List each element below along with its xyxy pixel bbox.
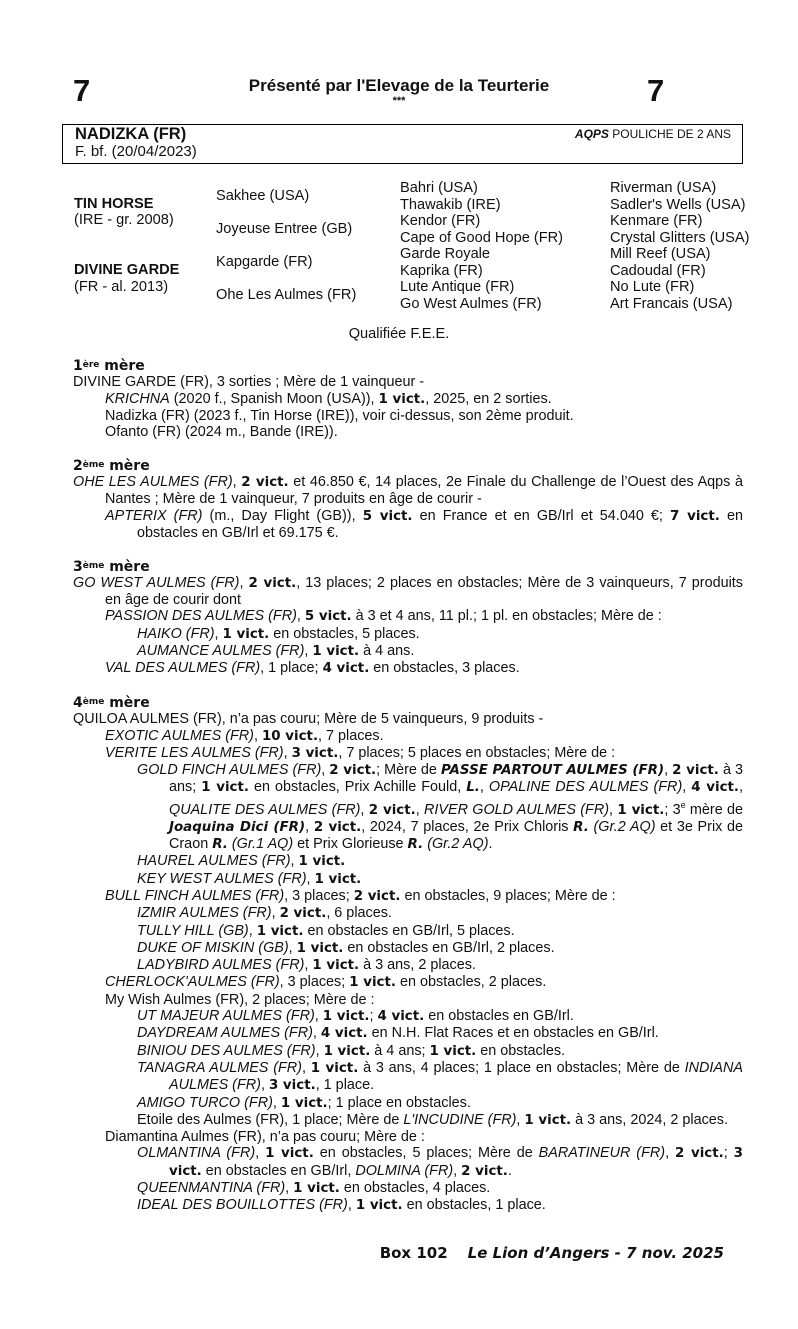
ancestor-gen4: Sadler's Wells (USA) (610, 196, 746, 213)
progeny-line: LADYBIRD AULMES (FR), 1 vict. à 3 ans, 2 places. (137, 957, 476, 974)
progeny-line: EXOTIC AULMES (FR), 10 vict., 7 places. (105, 727, 384, 744)
section-heading-fourth-dam: 4ème mère (73, 694, 150, 711)
title-stars: *** (392, 95, 406, 107)
lot-number-right: 7 (647, 73, 665, 108)
maternal-family-text (73, 357, 743, 1215)
progeny-line: IZMIR AULMES (FR), 2 vict., 6 places. (137, 905, 392, 922)
progeny-line: HAUREL AULMES (FR), 1 vict. (137, 853, 346, 870)
ancestor-gen4: Riverman (USA) (610, 180, 717, 196)
ancestor-gen3: Garde Royale (400, 246, 491, 262)
progeny-line: KRICHNA (2020 f., Spanish Moon (USA)), 1 vict., 2025, en 2 sorties. (105, 390, 552, 407)
progeny-line: QUEENMANTINA (FR), 1 vict. en obstacles, 4 places. (137, 1180, 491, 1197)
ancestor-gen4: Mill Reef (USA) (610, 246, 711, 262)
progeny-line: CHERLOCK'AULMES (FR), 3 places; 1 vict. en obstacles, 2 places. (105, 974, 547, 991)
ancestor-gen4: No Lute (FR) (610, 279, 695, 295)
dam-line: OHE LES AULMES (FR), 2 vict. et 46.850 €, 14 places, 2e Finale du Challenge de l’Ouest des Aqps à Nantes ; Mère de 1 vainqueur, 7 produits en âge de courir - (73, 474, 744, 508)
ancestor-gen3: Go West Aulmes (FR) (400, 295, 542, 312)
presenter-title: Présenté par l'Elevage de la Teurterie (248, 76, 550, 95)
ancestor-gen3: Thawakib (IRE) (400, 196, 501, 213)
horse-type-label: POULICHE DE 2 ANS (612, 127, 731, 141)
progeny-line: VAL DES AULMES (FR), 1 place; 4 vict. en obstacles, 3 places. (105, 660, 520, 677)
progeny-line: DAYDREAM AULMES (FR), 4 vict. en N.H. Flat Races et en obstacles en GB/Irl. (137, 1025, 659, 1042)
ancestor-gen4: Art Francais (USA) (610, 295, 733, 312)
dam-line: GO WEST AULMES (FR), 2 vict., 13 places; 2 places en obstacles; Mère de 3 vainqueurs, 7 produits en âge de courir dont (73, 574, 743, 609)
grandparent: Joyeuse Entree (GB) (216, 221, 353, 237)
dam-info: (FR - al. 2013) (74, 279, 169, 295)
progeny-line: AMIGO TURCO (FR), 1 vict.; 1 place en obstacles. (137, 1094, 471, 1111)
horse-description: F. bf. (20/04/2023) (75, 143, 197, 160)
progeny-line: APTERIX (FR) (m., Day Flight (GB)), 5 vict. en France et en GB/Irl et 54.040 €; 7 vict. en obstacles en GB/Irl et 69.175 €. (105, 507, 743, 541)
sire-name: TIN HORSE (74, 196, 154, 212)
progeny-line: UT MAJEUR AULMES (FR), 1 vict.; 4 vict. en obstacles en GB/Irl. (137, 1008, 574, 1025)
horse-type (575, 127, 731, 141)
progeny-line: VERITE LES AULMES (FR), 3 vict., 7 places; 5 places en obstacles; Mère de : (105, 744, 616, 761)
progeny-line: IDEAL DES BOUILLOTTES (FR), 1 vict. en obstacles, 1 place. (137, 1197, 546, 1214)
sire-info: (IRE - gr. 2008) (74, 212, 174, 228)
ancestor-gen3: Bahri (USA) (400, 180, 478, 196)
progeny-line: BINIOU DES AULMES (FR), 1 vict. à 4 ans; 1 vict. en obstacles. (137, 1042, 566, 1059)
progeny-line: DUKE OF MISKIN (GB), 1 vict. en obstacles en GB/Irl, 2 places. (137, 939, 555, 956)
progeny-line: Ofanto (FR) (2024 m., Bande (IRE)). (105, 424, 338, 441)
section-heading-second-dam: 2ème mère (73, 457, 150, 474)
box-number: Box 102 (379, 1244, 448, 1262)
section-heading-third-dam: 3ème mère (73, 558, 150, 575)
progeny-line: My Wish Aulmes (FR), 2 places; Mère de : (105, 991, 375, 1008)
progeny-line: GOLD FINCH AULMES (FR), 2 vict.; Mère de PASSE PARTOUT AULMES (FR), 2 vict. à 3 ans; 1 vict. en obstacles, Prix Achille Fould, L., OPALINE DES AULMES (FR), 4 vict., QUALITE DES AULMES (FR), 2 vict., RIVER GOLD AULMES (FR), 1 vict.; 3e mère de Joaquina Dici (FR), 2 vict., 2024, 7 places, 2e Prix Chloris R. (Gr.2 AQ) et 3e Prix de Craon R. (Gr.1 AQ) et Prix Glorieuse R. (Gr.2 AQ). (137, 762, 744, 853)
progeny-line: Nadizka (FR) (2023 f., Tin Horse (IRE)), voir ci-dessus, son 2ème produit. (105, 407, 574, 424)
progeny-line: BULL FINCH AULMES (FR), 3 places; 2 vict. en obstacles, 9 places; Mère de : (105, 888, 616, 904)
ancestor-gen4: Cadoudal (FR) (610, 262, 706, 279)
grandparent: Ohe Les Aulmes (FR) (216, 287, 357, 303)
progeny-line: KEY WEST AULMES (FR), 1 vict. (137, 870, 362, 887)
progeny-line: HAIKO (FR), 1 vict. en obstacles, 5 places. (137, 625, 420, 642)
progeny-line: OLMANTINA (FR), 1 vict. en obstacles, 5 places; Mère de BARATINEUR (FR), 2 vict.; 3 vict. en obstacles en GB/Irl, DOLMINA (FR), 2 vict.. (137, 1145, 743, 1179)
horse-name-box (62, 124, 743, 164)
grandparent: Kapgarde (FR) (216, 254, 313, 270)
dam-line: DIVINE GARDE (FR), 3 sorties ; Mère de 1 vainqueur - (73, 374, 425, 391)
progeny-line: TANAGRA AULMES (FR), 1 vict. à 3 ans, 4 places; 1 place en obstacles; Mère de INDIANA AULMES (FR), 3 vict., 1 place. (137, 1059, 743, 1094)
ancestor-gen4: Crystal Glitters (USA) (610, 229, 750, 246)
section-heading-first-dam: 1ère mère (73, 358, 145, 374)
sale-event: Le Lion d’Angers - 7 nov. 2025 (467, 1244, 724, 1262)
progeny-line: Diamantina Aulmes (FR), n’a pas couru; Mère de : (105, 1129, 425, 1146)
ancestor-gen3: Cape of Good Hope (FR) (400, 229, 564, 246)
grandparent: Sakhee (USA) (216, 188, 310, 204)
horse-name: NADIZKA (FR) (75, 125, 187, 143)
progeny-line: Etoile des Aulmes (FR), 1 place; Mère de L'INCUDINE (FR), 1 vict. à 3 ans, 2024, 2 places. (137, 1111, 728, 1128)
progeny-line: TULLY HILL (GB), 1 vict. en obstacles en GB/Irl, 5 places. (137, 922, 515, 939)
progeny-line: AUMANCE AULMES (FR), 1 vict. à 4 ans. (137, 643, 415, 660)
ancestor-gen4: Kenmare (FR) (610, 213, 703, 229)
horse-type-category: AQPS (574, 127, 609, 141)
dam-name: DIVINE GARDE (74, 262, 180, 278)
progeny-line: PASSION DES AULMES (FR), 5 vict. à 3 et 4 ans, 11 pl.; 1 pl. en obstacles; Mère de : (105, 608, 662, 625)
qualification-note: Qualifiée F.E.E. (348, 326, 450, 342)
ancestor-gen3: Lute Antique (FR) (400, 279, 515, 295)
dam-line: QUILOA AULMES (FR), n’a pas couru; Mère de 5 vainqueurs, 9 produits - (73, 711, 544, 728)
ancestor-gen3: Kaprika (FR) (400, 262, 483, 279)
lot-number-left: 7 (73, 73, 91, 108)
page-footer (380, 1244, 724, 1262)
ancestor-gen3: Kendor (FR) (400, 213, 481, 229)
